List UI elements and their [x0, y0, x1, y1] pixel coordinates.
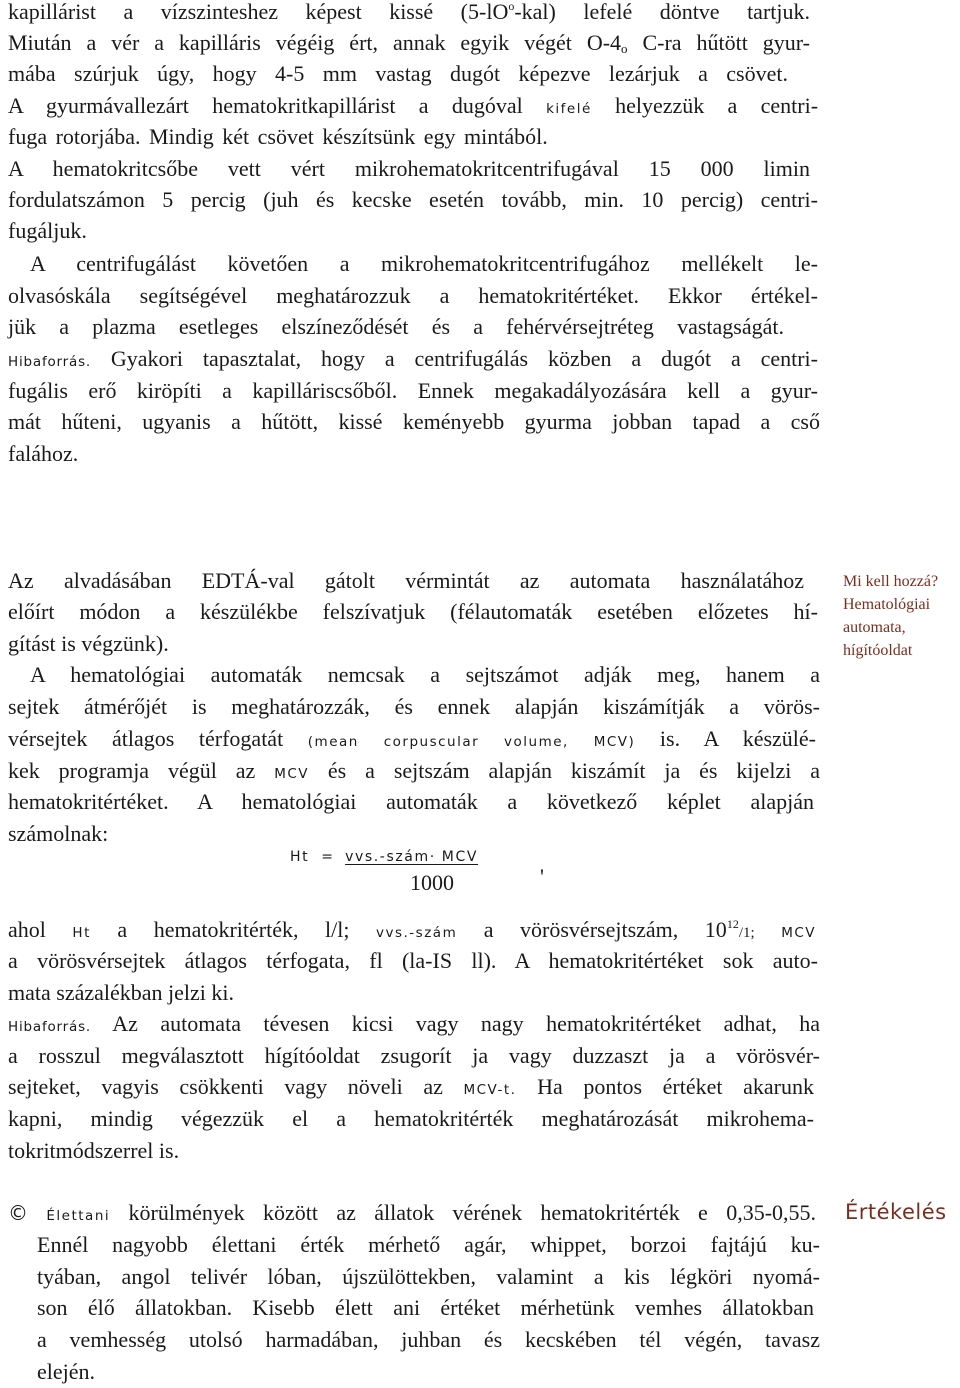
- text-span: Gyakori tapasztalat, hogy a centrifugálás közben a dugót a centri-: [110, 346, 818, 371]
- text-line: olvasóskála segítségével meghatározzuk a hematokritértéket. Ekkor értékel-: [8, 283, 818, 308]
- small-caps-text: (mean corpuscular volume, MCV): [307, 734, 636, 750]
- small-caps-text: Élettani: [46, 1208, 111, 1224]
- text-line: A hematológiai automaták nemcsak a sejtszámot adják meg, hanem a: [30, 662, 820, 687]
- small-caps-text: kifelé: [546, 101, 592, 117]
- text-span: a vörösvérsejtszám, 10: [483, 917, 727, 942]
- text-line: son élő állatokban. Kisebb élett ani értéket mérhetünk vemhes állatokban: [37, 1295, 814, 1320]
- text-line: [8, 1076, 814, 1098]
- text-line: Ennél nagyobb élettani érték mérhető agár, whippet, borzoi fajtájú ku-: [37, 1232, 820, 1257]
- text-line: a vörösvérsejtek átlagos térfogata, fl (la-IS ll). A hematokritértéket sok auto-: [8, 948, 818, 973]
- text-span: kapillárist a vízszinteshez képest kissé (5-lO: [8, 0, 509, 24]
- text-line: gítást is végzünk).: [8, 631, 169, 656]
- formula-numerator: vvs.-szám· MCV: [345, 849, 479, 865]
- text-line: [8, 348, 818, 370]
- text-line: tyában, angol telivér lóban, újszülöttekben, valamint a kis légköri nyomá-: [37, 1264, 820, 1289]
- text-line: falához.: [8, 441, 79, 466]
- text-span: körülmények között az állatok vérének hematokritérték e 0,35-0,55.: [128, 1200, 817, 1225]
- evaluation-side-title: Értékelés: [845, 1200, 947, 1224]
- text-span: és a sejtszám alapján kiszámít ja és kijelzi a: [327, 758, 821, 783]
- text-line: mata százalékban jelzi ki.: [8, 980, 234, 1005]
- text-span: A gyurmávallezárt hematokritkapillárist a dugóval: [8, 93, 523, 118]
- text-line: kapni, mindig végezzük el a hematokritérték meghatározását mikrohema-: [8, 1106, 814, 1131]
- formula-equals: =: [321, 849, 334, 865]
- text-line: Az alvadásában EDTÁ-val gátolt vérmintát az automata használatához: [8, 568, 804, 593]
- margin-note-line: Hematológiai: [843, 596, 931, 613]
- text-span: is. A készülé-: [659, 726, 816, 751]
- text-line: tokritmódszerrel is.: [8, 1138, 180, 1163]
- text-line: A hematokritcsőbe vett vért mikrohematokritcentrifugával 15 000 limin: [8, 156, 810, 181]
- formula-lhs: [290, 850, 478, 864]
- subscript: o: [621, 41, 628, 56]
- text-line: a rosszul megválasztott hígítóoldat zsugorít ja vagy duzzaszt ja a vörösvér-: [8, 1043, 820, 1068]
- small-caps-text: MCV: [781, 925, 816, 941]
- small-caps-text: MCV-t.: [463, 1082, 517, 1098]
- text-line: [8, 728, 816, 750]
- copyright-icon: ©: [8, 1201, 28, 1225]
- text-line: [8, 32, 810, 55]
- small-caps-text: Ht: [72, 925, 91, 941]
- text-line: A centrifugálást követően a mikrohematokritcentrifugához mellékelt le-: [30, 251, 818, 276]
- formula-ht: Ht: [290, 849, 310, 865]
- text-line: a vemhesség utolsó harmadában, juhban és kecskében tél végén, tavasz: [37, 1327, 820, 1352]
- margin-note-line: Mi kell hozzá?: [843, 573, 939, 590]
- text-line: sejtek átmérőjét is meghatározzák, és ennek alapján kiszámítják a vörös-: [8, 694, 820, 719]
- text-line: mába szúrjuk úgy, hogy 4-5 mm vastag dugót képezve lezárjuk a csövet.: [8, 61, 788, 86]
- text-span: vérsejtek átlagos térfogatát: [8, 726, 284, 751]
- formula-denominator: 1000: [410, 870, 454, 895]
- text-line: [8, 95, 818, 117]
- text-span: Ha pontos értéket akarunk: [537, 1074, 814, 1099]
- text-span: C-ra hűtött gyur-: [642, 30, 811, 55]
- text-line: jük a plazma esetleges elszíneződését és a fehérvérsejtréteg vastagságát.: [8, 314, 784, 339]
- text-line: [8, 1013, 820, 1035]
- superscript: 12: [726, 917, 739, 931]
- text-line: fordulatszámon 5 percig (juh és kecske esetén tovább, min. 10 percig) centri-: [8, 187, 818, 212]
- text-span: -kal) lefelé döntve tartjuk.: [514, 0, 810, 24]
- text-line: fugáljuk.: [8, 218, 87, 243]
- text-span: ahol: [8, 917, 46, 942]
- text-span: kek programja végül az: [8, 758, 256, 783]
- small-caps-text: vvs.-szám: [376, 925, 458, 941]
- margin-note-line: hígítóoldat: [843, 642, 913, 659]
- text-line: [8, 760, 820, 782]
- text-span: /1;: [738, 925, 755, 941]
- text-span: helyezzük a centri-: [615, 93, 819, 118]
- small-caps-text: MCV: [274, 766, 310, 782]
- text-span: Az automata tévesen kicsi vagy nagy hematokritértéket adhat, ha: [112, 1011, 820, 1036]
- text-span: a hematokritérték, l/l;: [117, 917, 350, 942]
- text-line: előírt módon a készülékbe felszívatjuk (félautomaták esetében előzetes hí-: [8, 599, 818, 624]
- text-line: hematokritértéket. A hematológiai automaták a következő képlet alapján: [8, 789, 814, 814]
- text-line: fugális erő kiröpíti a kapilláriscsőből. Ennek megakadályozására kell a gyur-: [8, 378, 818, 403]
- formula-tick: ': [540, 864, 544, 889]
- text-span: Miután a vér a kapilláris végéig ért, annak egyik végét O-4: [8, 30, 622, 55]
- hibaforras-label: Hibaforrás.: [8, 354, 92, 370]
- text-line: fuga rotorjába. Mindig két csövet készítsünk egy mintából.: [8, 124, 548, 149]
- superscript: o: [508, 0, 515, 13]
- text-line: [8, 918, 816, 941]
- hibaforras-label: Hibaforrás.: [8, 1019, 92, 1035]
- text-line: mát hűteni, ugyanis a hűtött, kissé keményebb gyurma jobban tapad a cső: [8, 409, 820, 434]
- margin-note-line: automata,: [843, 619, 906, 636]
- text-span: sejteket, vagyis csökkenti vagy növeli az: [8, 1074, 443, 1099]
- text-line: elején.: [37, 1359, 96, 1384]
- text-line: számolnak:: [8, 821, 109, 846]
- text-line: [8, 0, 810, 23]
- text-line: [8, 1202, 816, 1224]
